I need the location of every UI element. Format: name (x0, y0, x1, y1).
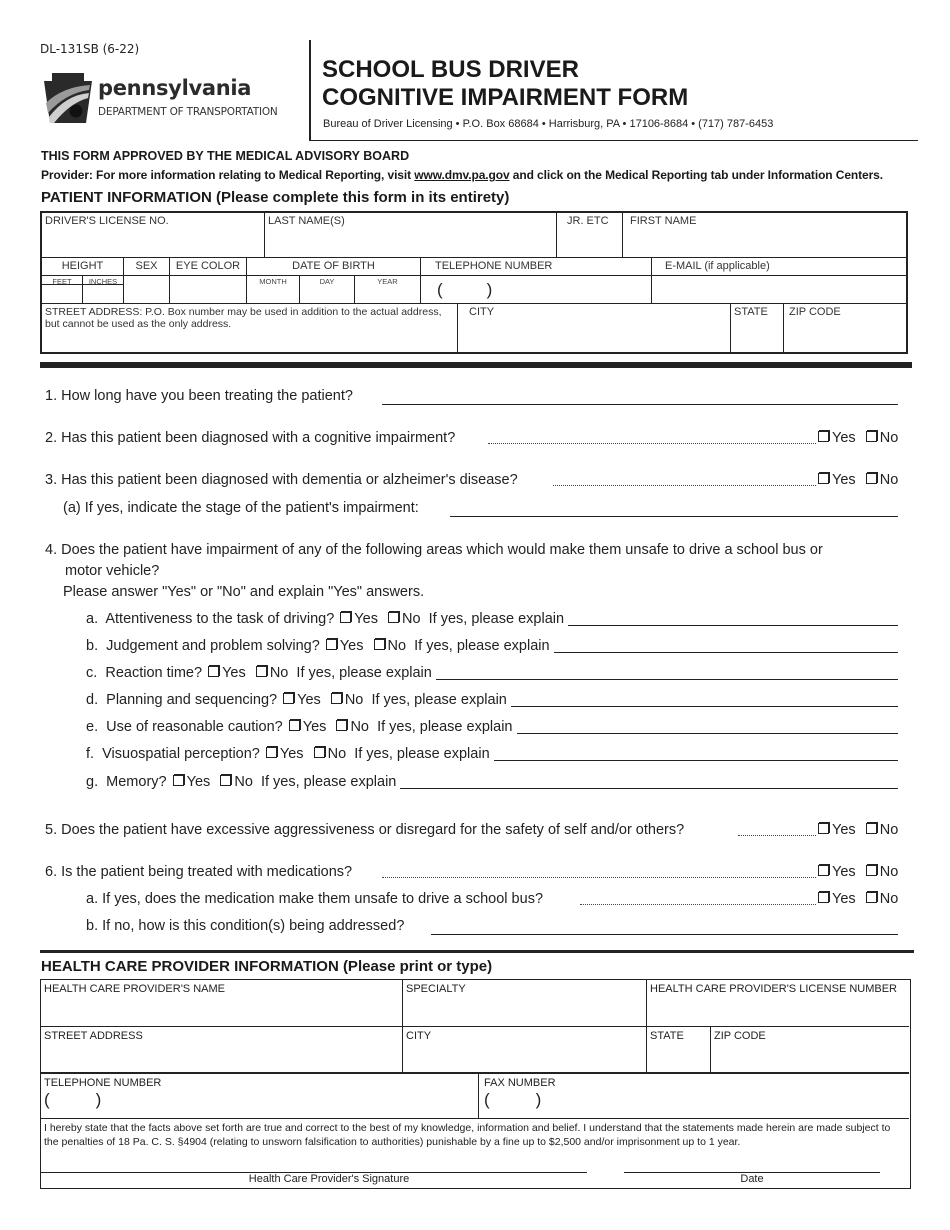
email-header: E-MAIL (if applicable) (652, 258, 906, 276)
provider-telephone-field[interactable] (41, 1073, 479, 1119)
state-field[interactable] (731, 304, 784, 354)
dob-header: DATE OF BIRTH (247, 258, 421, 276)
street-address-field[interactable] (42, 304, 458, 354)
keystone-logo-icon (42, 73, 94, 125)
eye-color-header: EYE COLOR (170, 258, 247, 276)
no-label: No (879, 472, 899, 488)
section-divider (40, 362, 912, 368)
q4-item-text: Use of reasonable caution? (106, 719, 283, 735)
signature-label: Health Care Provider's Signature (248, 1173, 410, 1185)
no-label: No (387, 638, 407, 654)
q4-item-text: Visuospatial perception? (102, 746, 260, 762)
dmv-link[interactable]: www.dmv.pa.gov (414, 168, 510, 182)
patient-info-table (40, 211, 908, 354)
approval-notice: THIS FORM APPROVED BY THE MEDICAL ADVISORY BOARD (41, 149, 410, 163)
q2-no-checkbox[interactable] (866, 431, 877, 442)
no-label: No (879, 822, 899, 838)
q2-options (816, 430, 898, 446)
yes-label: Yes (302, 719, 327, 735)
q4-item-no-checkbox[interactable] (374, 639, 385, 650)
provider-state-field[interactable] (647, 1027, 711, 1073)
inches-label: INCHES (88, 277, 118, 286)
explain-label: If yes, please explain (260, 774, 397, 790)
email-field[interactable] (652, 276, 906, 304)
q6-yes-checkbox[interactable] (818, 865, 829, 876)
q4-item (86, 611, 898, 627)
provider-section-title: HEALTH CARE PROVIDER INFORMATION (Please print or type) (41, 958, 493, 975)
q4-item-no-checkbox[interactable] (314, 747, 325, 758)
q4-item-letter: b. (86, 638, 99, 654)
yes-label: Yes (832, 472, 856, 488)
q4-item-explain-line[interactable] (568, 611, 898, 626)
header-rule (309, 140, 918, 141)
provider-note-prefix: Provider: For more information relating to Medical Reporting, visit (41, 168, 415, 182)
q4-item (86, 665, 898, 681)
explain-label: If yes, please explain (296, 665, 432, 681)
q2-yes-checkbox[interactable] (818, 431, 829, 442)
q4-item-letter: g. (86, 774, 99, 790)
yes-label: Yes (832, 430, 856, 446)
no-label: No (879, 864, 899, 880)
q4-item-yes-checkbox[interactable] (173, 775, 184, 786)
provider-zip-label: ZIP CODE (714, 1030, 766, 1042)
q4-item-letter: e. (86, 719, 99, 735)
area-code-open-paren: ( (44, 1090, 50, 1109)
no-label: No (879, 430, 899, 446)
date-label: Date (740, 1173, 764, 1185)
drivers-license-label: DRIVER'S LICENSE NO. (45, 215, 169, 227)
q4-item-text: Planning and sequencing? (106, 692, 278, 708)
q1-answer-line[interactable] (382, 404, 898, 405)
telephone-header: TELEPHONE NUMBER (421, 258, 652, 276)
leader-dots (553, 485, 816, 486)
form-number: DL-131SB (6-22) (40, 42, 140, 56)
sex-field[interactable] (124, 276, 170, 304)
q4-item-yes-checkbox[interactable] (283, 693, 294, 704)
title-line-1: SCHOOL BUS DRIVER (322, 56, 579, 83)
explain-label: If yes, please explain (354, 746, 490, 762)
explain-label: If yes, please explain (428, 611, 565, 627)
provider-street-label: STREET ADDRESS (44, 1030, 143, 1042)
leader-dots (488, 443, 816, 444)
q4-item-yes-checkbox[interactable] (289, 720, 300, 731)
provider-state-label: STATE (650, 1030, 684, 1042)
no-label: No (234, 774, 253, 790)
q4-item-explain-line[interactable] (554, 638, 898, 653)
logo-department: DEPARTMENT OF TRANSPORTATION (98, 106, 278, 118)
zip-code-field[interactable] (784, 304, 906, 354)
no-label: No (350, 719, 369, 735)
dob-year-field[interactable] (355, 276, 421, 304)
provider-note (41, 168, 883, 182)
q4-item-no-checkbox[interactable] (220, 775, 231, 786)
q4-item-yes-checkbox[interactable] (340, 612, 351, 623)
q4-item-text: Attentiveness to the task of driving? (105, 611, 335, 627)
jr-etc-label: JR. ETC (567, 215, 609, 227)
yes-label: Yes (279, 746, 304, 762)
dob-month-field[interactable] (247, 276, 300, 304)
q4-item-no-checkbox[interactable] (256, 666, 267, 677)
attestation-text: I hereby state that the facts above set forth are true and correct to the best of my knowledge, information and belief. I understand that the statements made herein are made subject to the penalties of 18 Pa. C. S. §4904 (relating to unsworn falsification to authorities) punishable by a fine up to $2,500 and/or imprisonment up to 1 year. (44, 1122, 891, 1148)
provider-name-label: HEALTH CARE PROVIDER'S NAME (44, 983, 225, 995)
fax-label: FAX NUMBER (484, 1077, 556, 1089)
dob-day-field[interactable] (300, 276, 355, 304)
question-6: 6. Is the patient being treated with medications? (45, 864, 353, 880)
specialty-field[interactable] (403, 980, 647, 1027)
yes-label: Yes (832, 864, 856, 880)
q6b-answer-line[interactable] (431, 934, 898, 935)
q5-no-checkbox[interactable] (866, 823, 877, 834)
q6-options (816, 864, 898, 880)
q4-item-no-checkbox[interactable] (388, 612, 399, 623)
no-label: No (344, 692, 364, 708)
leader-dots (382, 877, 816, 878)
no-label: No (327, 746, 347, 762)
question-5: 5. Does the patient have excessive aggressiveness or disregard for the safety of self and/or others? (45, 822, 685, 838)
first-name-field[interactable] (623, 213, 906, 258)
q4-item (86, 638, 898, 654)
title-line-2: COGNITIVE IMPAIRMENT FORM (322, 84, 689, 111)
question-6a: a. If yes, does the medication make them unsafe to drive a school bus? (86, 891, 544, 907)
q3a-answer-line[interactable] (450, 516, 898, 517)
q4-item-yes-checkbox[interactable] (208, 666, 219, 677)
question-3a: (a) If yes, indicate the stage of the patient's impairment: (63, 500, 419, 516)
q4-item (86, 746, 898, 762)
q6a-options (816, 891, 898, 907)
q6a-no-checkbox[interactable] (866, 892, 877, 903)
city-field[interactable] (458, 304, 731, 354)
q6-no-checkbox[interactable] (866, 865, 877, 876)
question-2: 2. Has this patient been diagnosed with a cognitive impairment? (45, 430, 456, 446)
day-label: DAY (319, 277, 335, 286)
area-code-close-paren: ) (95, 1090, 102, 1109)
provider-info-table (40, 979, 911, 1189)
q4-item-letter: a. (86, 611, 99, 627)
yes-label: Yes (339, 638, 364, 654)
q4-item-text: Reaction time? (105, 665, 203, 681)
provider-city-field[interactable] (403, 1027, 647, 1073)
question-4: 4. Does the patient have impairment of any of the following areas which would make them unsafe to drive a school bus or (45, 542, 823, 558)
provider-city-label: CITY (406, 1030, 432, 1042)
yes-label: Yes (297, 692, 321, 708)
page-title (322, 56, 688, 112)
q4-item-letter: f. (86, 746, 95, 762)
q4-item-no-checkbox[interactable] (336, 720, 347, 731)
q5-options (816, 822, 898, 838)
bureau-address: Bureau of Driver Licensing • P.O. Box 68684 • Harrisburg, PA • 17106-8684 • (717) 787-6453 (323, 118, 774, 130)
leader-dots (580, 904, 816, 905)
q4-item-no-checkbox[interactable] (331, 693, 342, 704)
q3-yes-checkbox[interactable] (818, 473, 829, 484)
street-address-label: STREET ADDRESS: P.O. Box number may be used in addition to the actual address, but cannot be used as the only address. (45, 306, 442, 330)
q4-item-text: Judgement and problem solving? (106, 638, 320, 654)
q3-options (816, 472, 898, 488)
specialty-label: SPECIALTY (406, 983, 466, 995)
q4-item-explain-line[interactable] (511, 692, 898, 707)
section-divider (40, 950, 914, 953)
jr-etc-field[interactable] (557, 213, 623, 258)
q5-yes-checkbox[interactable] (818, 823, 829, 834)
drivers-license-field[interactable] (42, 213, 265, 258)
yes-label: Yes (832, 822, 856, 838)
city-label: CITY (469, 306, 495, 318)
header-divider (309, 40, 311, 141)
q4-item-letter: c. (86, 665, 98, 681)
zip-code-label: ZIP CODE (789, 306, 841, 318)
yes-label: Yes (832, 891, 856, 907)
q4-item-yes-checkbox[interactable] (266, 747, 277, 758)
q4-item (86, 692, 898, 708)
provider-note-suffix: and click on the Medical Reporting tab under Information Centers. (509, 168, 883, 182)
question-4-cont: motor vehicle? (65, 563, 160, 579)
height-header: HEIGHT (42, 258, 124, 276)
question-3: 3. Has this patient been diagnosed with dementia or alzheimer's disease? (45, 472, 518, 488)
area-code-open-paren: ( (437, 280, 443, 299)
state-label: STATE (734, 306, 768, 318)
question-4-instructions: Please answer "Yes" or "No" and explain "Yes" answers. (63, 584, 425, 600)
provider-license-label: HEALTH CARE PROVIDER'S LICENSE NUMBER (650, 983, 898, 995)
q4-item-yes-checkbox[interactable] (326, 639, 337, 650)
feet-label: FEET (52, 277, 72, 286)
q4-item (86, 719, 898, 735)
telephone-field[interactable] (421, 276, 652, 304)
explain-label: If yes, please explain (377, 719, 513, 735)
sex-header: SEX (124, 258, 170, 276)
height-sublabel-divider (42, 276, 124, 285)
last-name-field[interactable] (265, 213, 557, 258)
provider-street-field[interactable] (41, 1027, 403, 1073)
fax-number-field[interactable] (479, 1073, 909, 1119)
area-code-open-paren: ( (484, 1090, 490, 1109)
month-label: MONTH (259, 277, 287, 286)
q6a-yes-checkbox[interactable] (818, 892, 829, 903)
yes-label: Yes (222, 665, 246, 681)
no-label: No (879, 891, 899, 907)
q4-item (86, 774, 898, 790)
area-code-close-paren: ) (535, 1090, 542, 1109)
leader-dots (738, 835, 816, 836)
question-1: 1. How long have you been treating the patient? (45, 388, 353, 404)
patient-section-title: PATIENT INFORMATION (Please complete this form in its entirety) (41, 189, 510, 206)
provider-name-field[interactable] (41, 980, 403, 1027)
q3-no-checkbox[interactable] (866, 473, 877, 484)
year-label: YEAR (377, 277, 398, 286)
question-6b: b. If no, how is this condition(s) being addressed? (86, 918, 405, 934)
provider-telephone-label: TELEPHONE NUMBER (44, 1077, 162, 1089)
no-label: No (402, 611, 421, 627)
no-label: No (269, 665, 289, 681)
q4-item-explain-line[interactable] (400, 774, 898, 789)
yes-label: Yes (186, 774, 211, 790)
q4-item-explain-line[interactable] (494, 746, 898, 761)
q4-item-text: Memory? (106, 774, 167, 790)
yes-label: Yes (354, 611, 378, 627)
provider-zip-field[interactable] (711, 1027, 909, 1073)
explain-label: If yes, please explain (414, 638, 550, 654)
area-code-close-paren: ) (486, 280, 493, 299)
last-name-label: LAST NAME(S) (268, 215, 345, 227)
first-name-label: FIRST NAME (630, 215, 697, 227)
q4-item-explain-line[interactable] (436, 665, 898, 680)
provider-license-field[interactable] (647, 980, 909, 1027)
q4-item-explain-line[interactable] (517, 719, 898, 734)
eye-color-field[interactable] (170, 276, 247, 304)
q4-item-letter: d. (86, 692, 99, 708)
logo-wordmark: pennsylvania (98, 76, 252, 100)
explain-label: If yes, please explain (371, 692, 507, 708)
